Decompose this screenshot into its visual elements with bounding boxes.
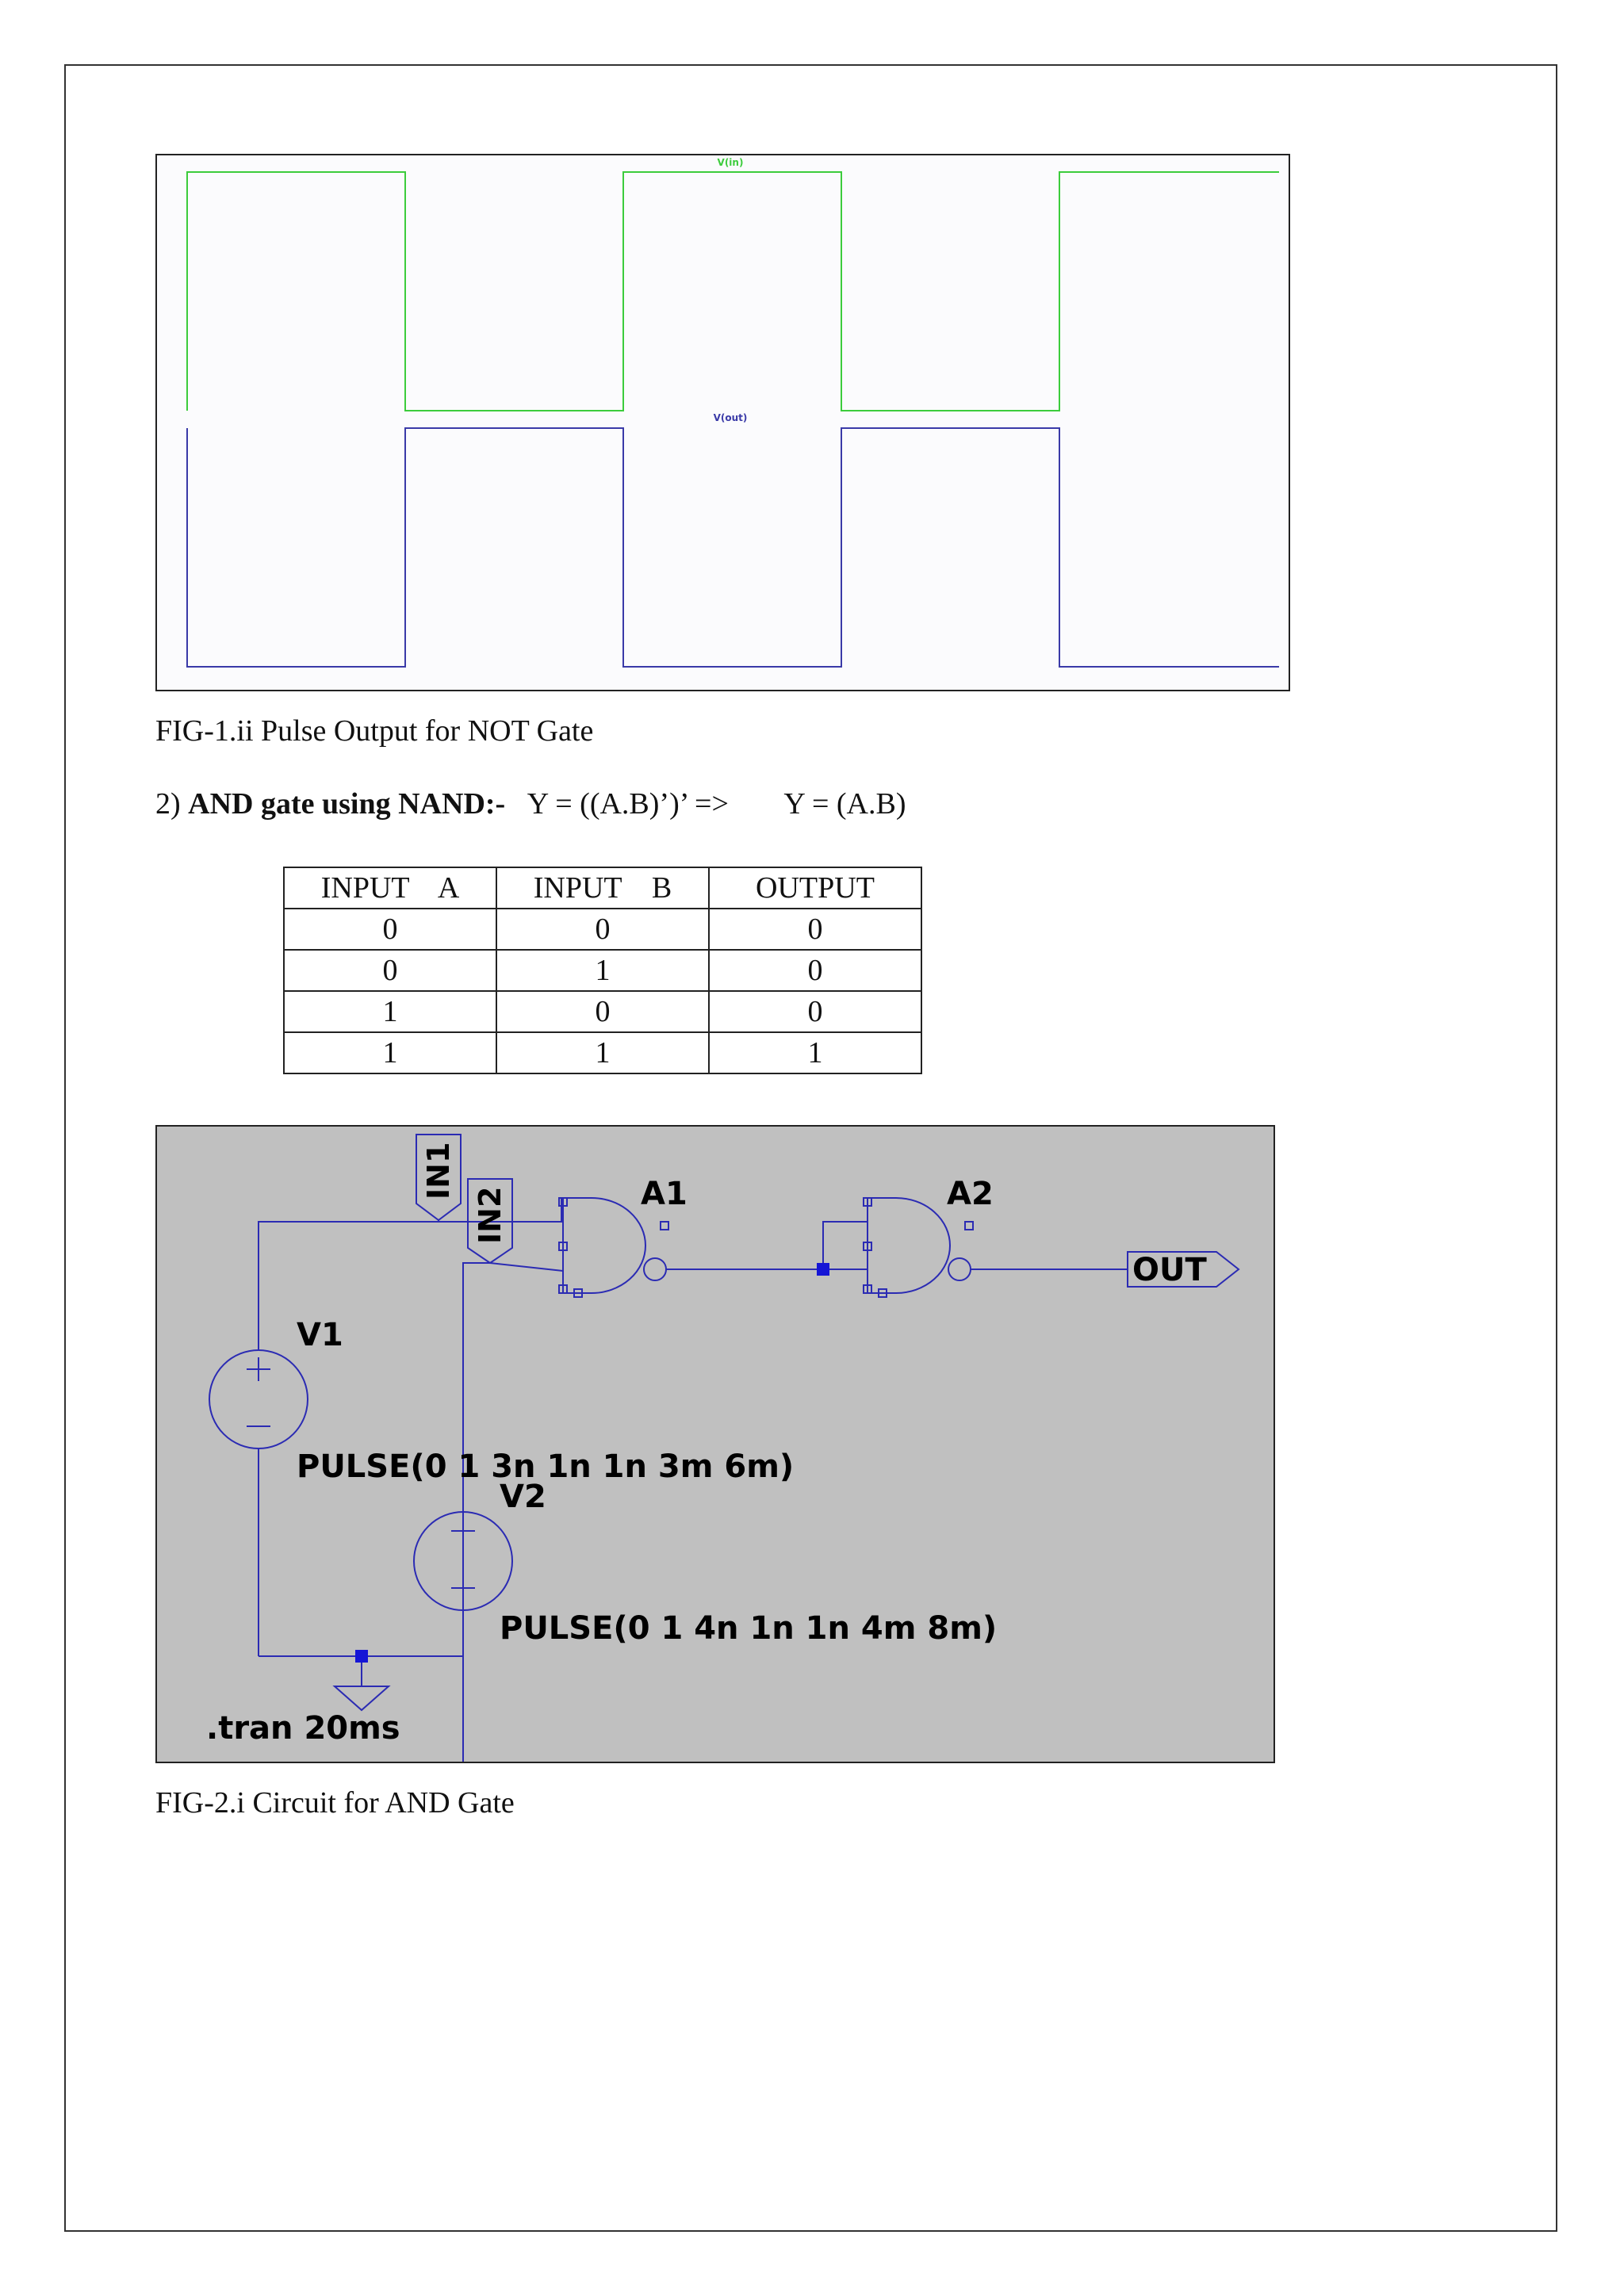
gate-a2-body [868,1198,950,1293]
trace-in [187,172,1279,411]
ground-symbol [335,1686,389,1710]
v2-value: PULSE(0 1 4n 1n 1n 4m 8m) [500,1610,998,1647]
cell: 1 [284,991,496,1032]
cell: 1 [496,950,709,991]
table-header-row [284,867,921,909]
out-label: OUT [1132,1252,1207,1288]
cell: 1 [284,1032,496,1073]
v1-label: V1 [297,1317,343,1353]
v2-label: V2 [500,1479,546,1515]
figure-1-caption: FIG-1.ii Pulse Output for NOT Gate [155,714,594,748]
gate-a2-label: A2 [947,1176,994,1212]
cell: 0 [284,950,496,991]
in1-label: IN1 [421,1142,456,1200]
truth-table [283,867,922,1074]
section-result: Y = (A.B) [783,787,906,821]
junction-dot [817,1263,829,1276]
header-input-b: INPUT B [496,867,709,909]
cell: 0 [284,909,496,950]
figure-2-caption: FIG-2.i Circuit for AND Gate [155,1786,515,1820]
gate-a2-bubble [948,1258,971,1280]
cell: 1 [496,1032,709,1073]
section-title: AND gate using NAND:- [188,787,506,821]
section-equation: Y = ((A.B)’)’ => [527,787,729,821]
junction-dot [355,1650,368,1663]
section-number: 2) [155,787,181,821]
section-heading [155,785,906,823]
gate-a1-label: A1 [641,1176,688,1212]
waveform-plot [155,154,1290,691]
in2-label: IN2 [473,1186,508,1244]
gate-a1-bubble [644,1258,666,1280]
header-input-a: INPUT A [284,867,496,909]
tran-directive: .tran 20ms [206,1710,400,1747]
cell: 0 [496,909,709,950]
trace-in-label: V(in) [717,157,744,168]
cell: 0 [709,950,921,991]
gate-a1-body [563,1198,645,1293]
table-row [284,1032,921,1073]
circuit-schematic [155,1125,1275,1763]
trace-out-label: V(out) [713,412,748,423]
table-row [284,991,921,1032]
cell: 1 [709,1032,921,1073]
cell: 0 [709,909,921,950]
v1-value: PULSE(0 1 3n 1n 1n 3m 6m) [297,1448,795,1485]
table-row [284,909,921,950]
header-output: OUTPUT [709,867,921,909]
trace-out [187,428,1279,667]
cell: 0 [709,991,921,1032]
table-row [284,950,921,991]
cell: 0 [496,991,709,1032]
